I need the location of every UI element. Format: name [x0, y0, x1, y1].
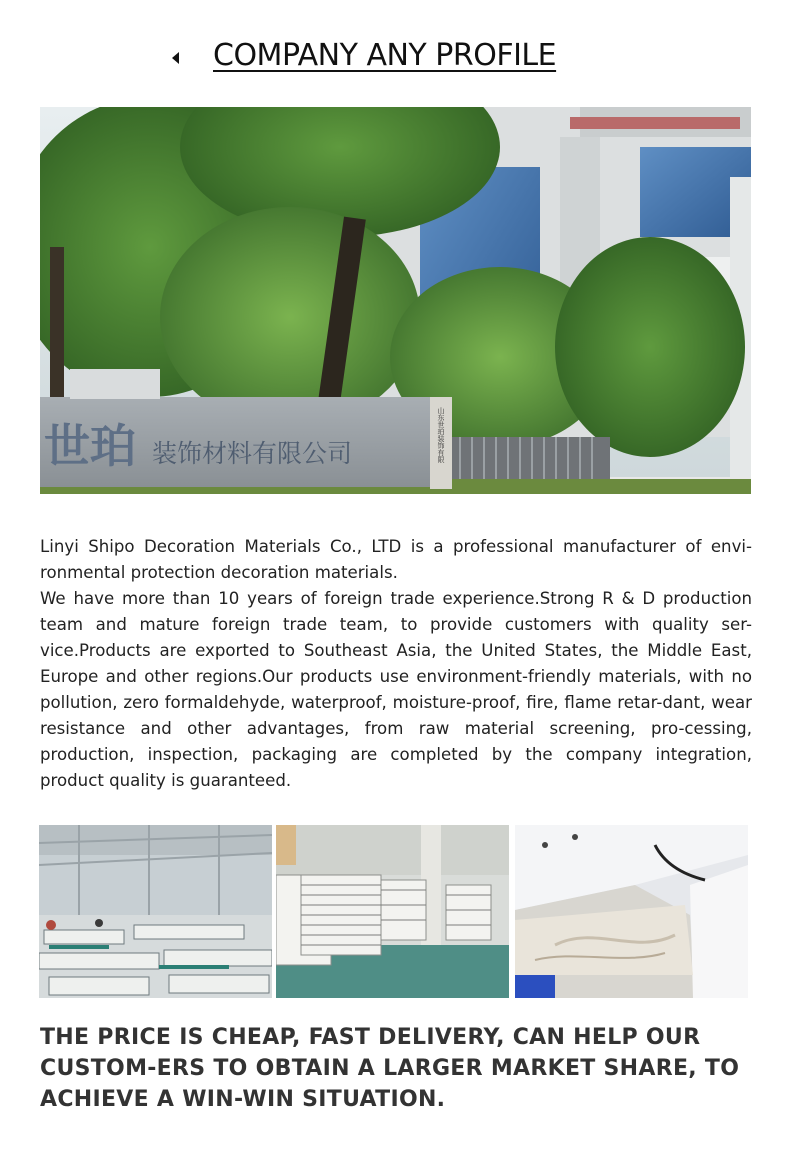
plaque-text: 山东世珀装饰有限 — [437, 407, 445, 463]
company-description — [40, 534, 752, 794]
description-paragraph: We have more than 10 years of foreign trade experience.Strong R & D production team and mature foreign trade team, to provide customers with quality ser-vice.Products are exported to Southeast Asia, the United States, the Middle East, Europe and other regions.Our products use environment-friendly materials, with no pollution, zero formaldehyde, waterproof, moisture-proof, fire, flame retar-dant, wear resistance and other advantages, from raw material screening, pro-cessing, production, inspection, packaging are completed by the company integration, product quality is guaranteed. — [40, 589, 752, 790]
page-title: COMPANY ANY PROFILE — [213, 38, 557, 73]
sign-main-text: 世珀 — [44, 419, 136, 473]
sign-sub-text: 装饰材料有限公司 — [152, 439, 353, 468]
factory-photo-gallery — [39, 825, 751, 998]
description-paragraph: Linyi Shipo Decoration Materials Co., LTD is a professional manufacturer of envi-ronmental protection decoration materials. — [40, 537, 752, 582]
factory-workshop-photo — [39, 825, 272, 998]
section-header — [0, 38, 790, 78]
company-building-photo — [40, 107, 751, 494]
triangle-left-icon — [172, 52, 179, 64]
warehouse-panels-photo — [276, 825, 509, 998]
slogan-text: THE PRICE IS CHEAP, FAST DELIVERY, CAN HELP OUR CUSTOM-ERS TO OBTAIN A LARGER MARKET SHARE, TO ACHIEVE A WIN-WIN SITUATION. — [40, 1025, 740, 1112]
production-machine-photo — [515, 825, 748, 998]
